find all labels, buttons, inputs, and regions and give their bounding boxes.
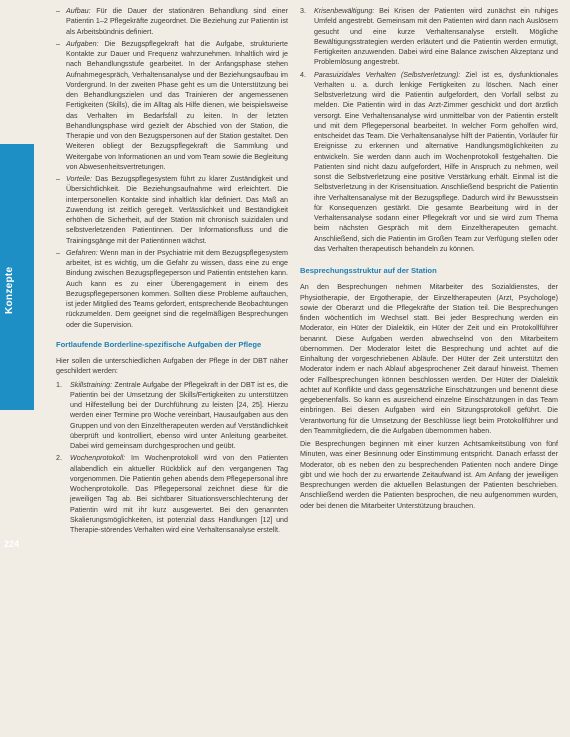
numbered-term: Wochenprotokoll: — [70, 454, 126, 463]
bullet-term: Aufbau: — [66, 7, 91, 15]
bullet-text: Das Bezugspflegesystem führt zu klarer Zuständigkeit und Übersichtlichkeit. Die Beziehungsaufnahme wird erleichtert. Die interpersonellen Kontakte sind inhaltlich klar definiert. Das Maß an Zuwendung ist zeitlich geregelt. Verlässlichkeit und Beständigkeit erhöhen die Sicherheit, auf der Station mit chronisch suizidalen und selbstverletzenden Patientinnen. Der Informationsfluss und die Trainingsgänge mit der Patientinnen wächst. — [66, 175, 288, 245]
intro-paragraph: Hier sollen die unterschiedlichen Aufgaben der Pflege in der DBT näher geschildert werden: — [56, 357, 288, 376]
numbered-text: Im Wochenprotokoll wird von den Patienten allabendlich ein aktueller Rückblick auf den vergangenen Tag vorgenommen. Die Patientin gehen abends dem Pflegepersonal ihre Wochenprotokolle. Das Pflegepersonal zeichnet diese für die jeweiligen Tag ab. Bei sichtbarer Situationsverschlechterung der Patientin wird mit ihr kurz ausgewertet. Bei den genannten Skalierungsmöglichkeiten, ist potenzial dass Handlungen [12] und Therapie-störendes Verhalten wird eine Verhaltensanalyse erstellt. — [70, 454, 288, 534]
body-paragraph: An den Besprechungen nehmen Mitarbeiter des Sozialdienstes, der Physiotherapie, der Ergotherapie, der Einzeltherapeuten (Arzt, Psychologe) sowie der Oberarzt und die Pflegekräfte der Station teil. Die Besprechungen finden wöchentlich im Wechsel statt. Bei jeder Besprechung werden ein Moderator, ein Hüter der Dialektik, ein Hüter der Zeit und ein Protokollführer benannt. Diese Aufgaben werden abwechselnd von den Mitarbeitern übernommen. Der Moderator leitet die Besprechung und achtet auf die Einhaltung der vorgeschriebenen Abläufe. Der Hüter der Zeit unterstützt den Moderator indem er nach Ablauf abgesprochener Zeit darauf hinweist. Themen oder Fallbesprechungen können beschlossen werden. Der Hüter der Dialektik achtet auf Konflikte und dass gegensätzliche Einschätzungen und benennt diese gegebenenfalls. So kann es ausreichend einzelne Einschätzungen in das Team einbringen. Bei diesen Aufgaben wird ein Sitzungsprotokoll geführt. Die Verantwortung für die Umsetzung der Beschlüsse liegt beim Protokollführer und den Teammitgliedern, die die Aufgaben übernommen haben. — [300, 283, 558, 435]
bullet-text: Die Bezugspflegekraft hat die Aufgabe, strukturierte Kontakte zur Dauer und Frequenz wahrzunehmen. Inhaltlich wird je nach Behandlungsstufe gearbeitet. In der Anfangsphase stehen Aufnahmegespräch, Verhaltensanalyse und der Beziehungsaufbau im Vordergrund. In der zweiten Phase geht es um die Unterstützung bei den Behandlungszielen und das Trainieren der angemessenen Fertigkeiten (Skills), die im Alltag als Hilfe dienen, wie beispielsweise das Verhalten im Bedarfsfall zu leiten. In der letzten Behandlungsphase wird gezielt der Abschied von der Station, die Therapie und von den Bezugspersonen auf der Station gestaltet. Den Weiteren obliegt der Bezugspflegekraft die Sammlung und Weitergabe von Informationen an und vom Team sowie die Begleitung von Abwesenheitsvertretungen. — [66, 39, 289, 171]
bullet-term: Gefahren: — [66, 248, 98, 257]
numbered-item — [300, 6, 558, 68]
bullet-term: Vorteile: — [66, 175, 92, 183]
bullet-item — [56, 174, 288, 246]
numbered-text: Zentrale Aufgabe der Pflegekraft in der DBT ist es, die Patientin bei der Umsetzung der Skills/Fertigkeiten zu unterstützen und Hilfestellung bei der Durchführung zu leisten [24, 25]. Hierzu werden einer Termine pro Woche vereinbart, Hausaufgaben aus den Gruppen und von den Einzeltherapeuten werden auf Verständlichkeit überprüft und kontrolliert, ebenso wird unter Anleitung gearbeitet. Dabei wird gemeinsam durchgesprochen und geübt. — [70, 380, 288, 450]
page-number: 224 — [4, 539, 20, 549]
number-marker: 3. — [300, 7, 306, 15]
body-paragraph: Die Besprechungen beginnen mit einer kurzen Achtsamkeitsübung von fünf Minuten, was einer Besinnung oder Einstimmung entspricht. Danach erfasst der Moderator, ob es neben den zu besprechenden Patienten noch andere Dinge gibt und wie hoch der zu erwartende Zeitaufwand ist. Am Anfang der jeweiligen Besprechungen werden die aktuellen Belastungen der Patienten beschrieben. Anschließend werden die Patienten besprochen, die neu aufgenommen wurden, oder bei denen die Mitarbeiter Unterstützung brauchen. — [300, 440, 558, 510]
dash-marker: – — [56, 7, 60, 15]
numbered-text: Bei Krisen der Patienten wird zunächst ein ruhiges Umfeld angestrebt. Gemeinsam mit den Patienten wird dann nach Auslösern gesucht und eine kurze Verhaltensanalyse erstellt. Mögliche Bewältigungsstrategien werden erläutert und die Patientin werden ermutigt, Fertigkeiten anzuwenden. Dabei wird eine Balance zwischen Akzeptanz und Problemlösung angestrebt. — [314, 7, 558, 67]
number-marker: 4. — [300, 70, 306, 79]
right-column — [300, 6, 558, 514]
numbered-term: Parasuizidales Verhalten (Selbstverletzung): — [314, 70, 461, 79]
numbered-term: Krisenbewältigung: — [314, 7, 375, 15]
numbered-item — [56, 453, 288, 535]
left-column — [56, 6, 288, 537]
bullet-text: Für die Dauer der stationären Behandlung sind einer Patientin 1–2 Pflegekräfte zugeordnet. Die Beziehung zur Patientin ist als Arbeitsbündnis definiert. — [66, 7, 289, 36]
bullet-item — [56, 248, 288, 330]
dash-marker: – — [56, 175, 60, 183]
chapter-side-tab — [0, 144, 34, 549]
section-heading: Fortlaufende Borderline-spezifische Aufgaben der Pflege — [56, 339, 262, 349]
numbered-item — [300, 70, 558, 255]
number-marker: 2. — [56, 454, 62, 463]
number-marker: 1. — [56, 380, 62, 389]
bullet-item — [56, 6, 288, 37]
numbered-item — [56, 380, 288, 452]
bullet-term: Aufgaben: — [66, 39, 99, 48]
bullet-text: Wenn man in der Psychiatrie mit dem Bezugspflegesystem arbeitet, ist es wichtig, um die Gefahr zu wissen, dass eine zu enge Bindung zwischen Bezugspflegeperson und Patientin entstehen kann. Auch kann es zu einer Überengagement in einem des Bezugspflegepersonen kommen. Sollten diese Probleme auftauchen, ist jeder Mitglied des Teams gefordert, entsprechende Beobachtungen rückzumelden. Dem geeignet sind die regelmäßigen Besprechungen oder die Supervision. — [66, 248, 288, 329]
numbered-text: Ziel ist es, dysfunktionales Verhalten u. a. durch lenkige Fertigkeiten zu löschen. Nach einer Selbstverletzung wird die Patientin aufgefordert, den Vorfall selbst zu melden. Die Patientin wird in das Arzt-Zimmer geschickt und dort ärztlich versorgt. Eine Verhaltensanalyse wird unmittelbar von der Patientin erstellt und mit dem Pflegepersonal bearbeitet. In welcher Form geholfen wird, entscheidet das Team. Die Verhaltensanalyse hilft der Patientin, Vorläufer für Ereignisse zu erkennen und alternative Handlungsmöglichkeiten zu entwickeln. Sie werden dann auch im Wochenprotokoll festgehalten. Die Patienten sind nicht dazu aufgefordert, Hilfe in Anspruch zu nehmen, weil sonst die Selbstverletzung eine positive Verstärkung erhält. Einmal ist die Selbstverletzung in der Krisensituation. Anschließend bespricht die Patientin ihre Verhaltensanalyse mit der Bezugspflege. Dadurch wird ihr Bewusstsein für Konsequenzen gestärkt. Die gesamte Bearbeitung wird in der Verhaltensanalyse sodann einer Pflegekraft vor und sie wird zum Thema beim nächsten Gespräch mit dem Einzeltherapeuten gemacht. Anschließend, sich die Patientin im Großen Team zur Verfügung stellen oder das Verhalten therapeutisch behandeln zu können. — [314, 70, 558, 253]
dash-marker: – — [56, 248, 60, 257]
bullet-item — [56, 39, 288, 172]
section-heading: Besprechungsstruktur auf der Station — [300, 266, 437, 275]
dash-marker: – — [56, 39, 60, 48]
chapter-tab-label: Konzepte — [4, 266, 15, 314]
numbered-term: Skillstraining: — [70, 380, 113, 389]
